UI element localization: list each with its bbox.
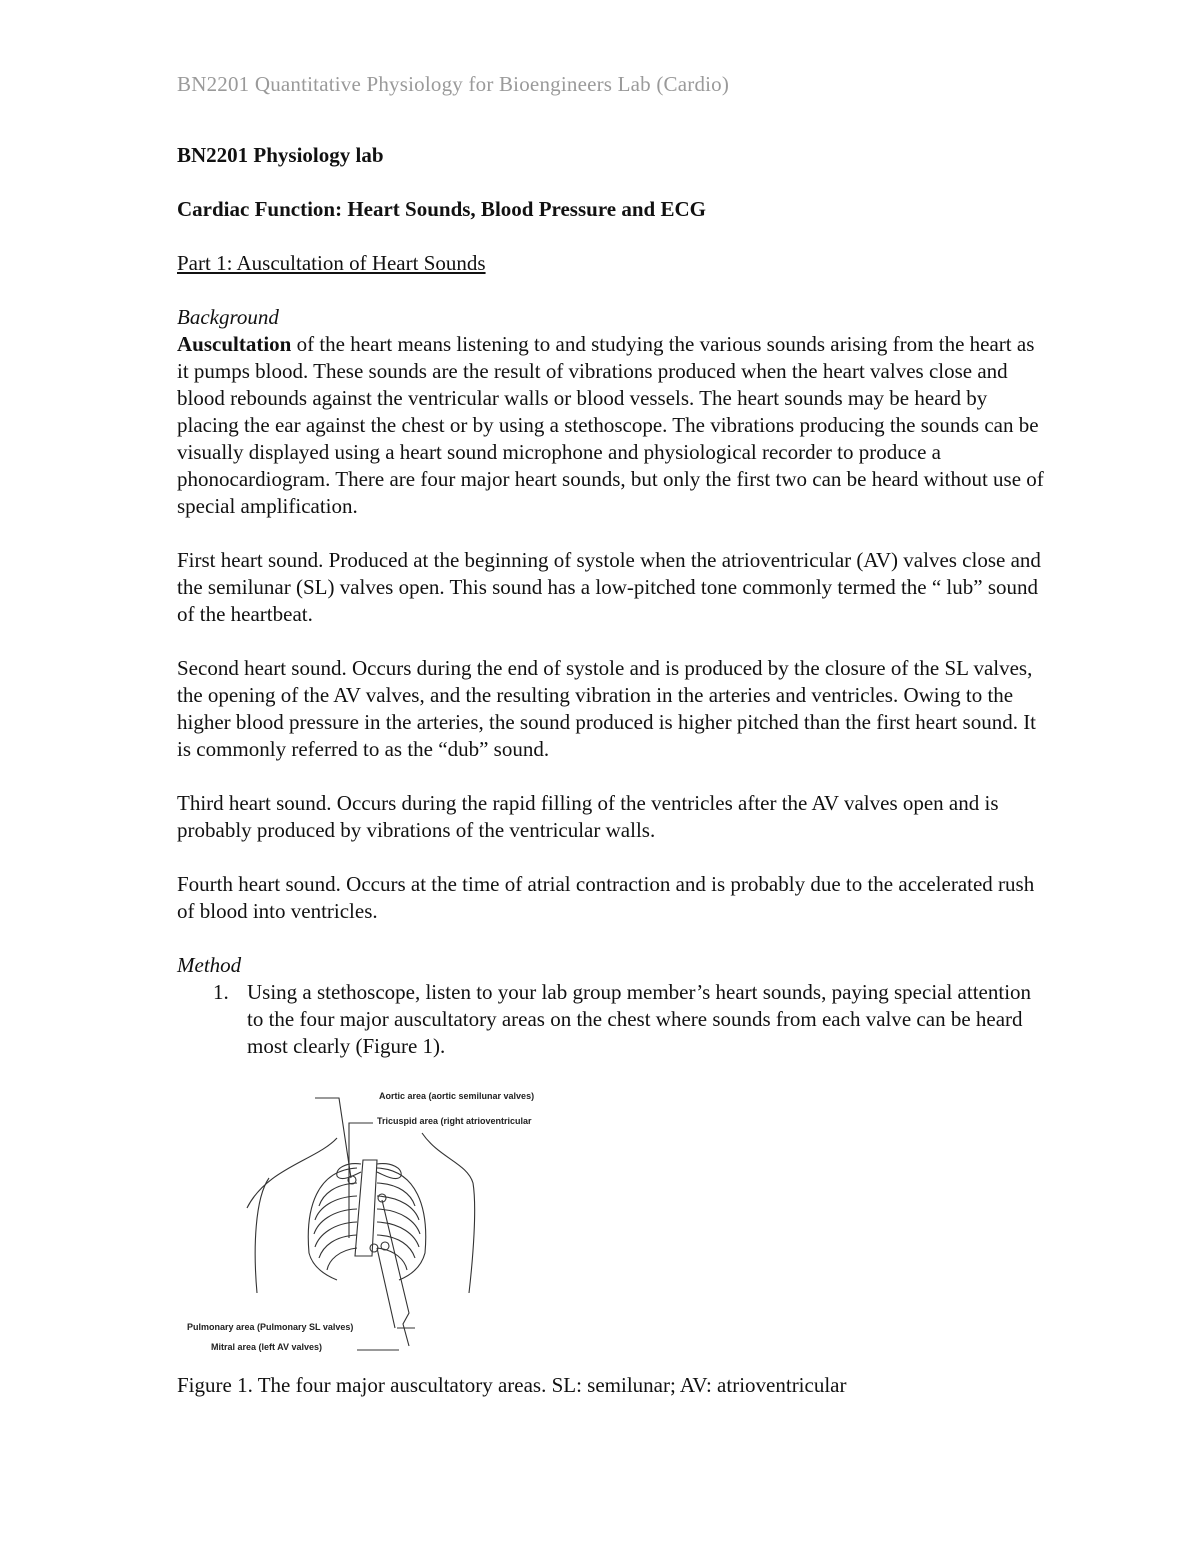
- figure-caption: Figure 1. The four major auscultatory areas. SL: semilunar; AV: atrioventricular: [177, 1373, 847, 1397]
- auscultation-figure: [177, 1088, 597, 1358]
- part-title: Part 1: Auscultation of Heart Sounds: [177, 251, 486, 275]
- second-heart-sound-paragraph: Second heart sound. Occurs during the end of systole and is produced by the closure of the SL valves, the opening of the AV valves, and the resulting vibration in the arteries and ventricles. Owing to the higher blood pressure in the arteries, the sound produced is higher pitched than the first heart sound. It is commonly referred to as the “dub” sound.: [177, 656, 1037, 761]
- third-heart-sound-paragraph: Third heart sound. Occurs during the rapid filling of the ventricles after the AV valves open and is probably produced by vibrations of the ventricular walls.: [177, 791, 999, 842]
- right-shoulder-outline: [422, 1133, 475, 1293]
- document-title: Cardiac Function: Heart Sounds, Blood Pressure and ECG: [177, 197, 706, 221]
- sternum: [355, 1160, 377, 1256]
- background-paragraph: [177, 331, 1047, 520]
- aortic-area-label: Aortic area (aortic semilunar valves): [379, 1091, 535, 1101]
- mitral-area-label: Mitral area (left AV valves): [211, 1342, 323, 1352]
- left-ribcage: [308, 1168, 357, 1280]
- right-ribcage: [377, 1168, 426, 1280]
- fourth-heart-sound-paragraph: Fourth heart sound. Occurs at the time of atrial contraction and is probably due to the accelerated rush of blood into ventricles.: [177, 872, 1035, 923]
- method-step-number: 1.: [213, 980, 229, 1004]
- method-step-text: Using a stethoscope, listen to your lab group member’s heart sounds, paying special attention to the four major auscultatory areas on the chest where sounds from each valve can be heard most clearly (Figure 1).: [247, 980, 1032, 1058]
- tricuspid-area-label: Tricuspid area (right atrioventricular: [377, 1116, 532, 1126]
- pulmonary-pointer: [382, 1200, 409, 1346]
- chest-diagram: [177, 1088, 597, 1358]
- mitral-pointer: [377, 1248, 395, 1328]
- aortic-pointer: [315, 1098, 351, 1178]
- background-text: of the heart means listening to and studying the various sounds arising from the heart as it pumps blood. These sounds are the result of vibrations produced when the heart valves close and blood rebounds against the ventricular walls or blood vessels. The heart sounds may be heard by placing the ear against the chest or by using a stethoscope. The vibrations producing the sounds can be visually displayed using a heart sound microphone and physiological recorder to produce a phonocardiogram. There are four major heart sounds, but only the first two can be heard without use of special amplification.: [177, 332, 1044, 518]
- lab-title: BN2201 Physiology lab: [177, 143, 384, 167]
- method-heading: Method: [177, 953, 242, 977]
- background-heading: Background: [177, 305, 279, 329]
- document-body: [177, 142, 1047, 1060]
- method-step: [177, 979, 1047, 1060]
- auscultation-term: Auscultation: [177, 332, 292, 356]
- pulmonary-area-label: Pulmonary area (Pulmonary SL valves): [187, 1322, 354, 1332]
- left-arm-outline: [255, 1178, 269, 1293]
- page-header: BN2201 Quantitative Physiology for Bioengineers Lab (Cardio): [177, 72, 730, 96]
- right-clavicle: [377, 1164, 401, 1179]
- first-heart-sound-paragraph: First heart sound. Produced at the beginning of systole when the atrioventricular (AV) valves close and the semilunar (SL) valves open. This sound has a low-pitched tone commonly termed the “ lub” sound of the heartbeat.: [177, 548, 1041, 626]
